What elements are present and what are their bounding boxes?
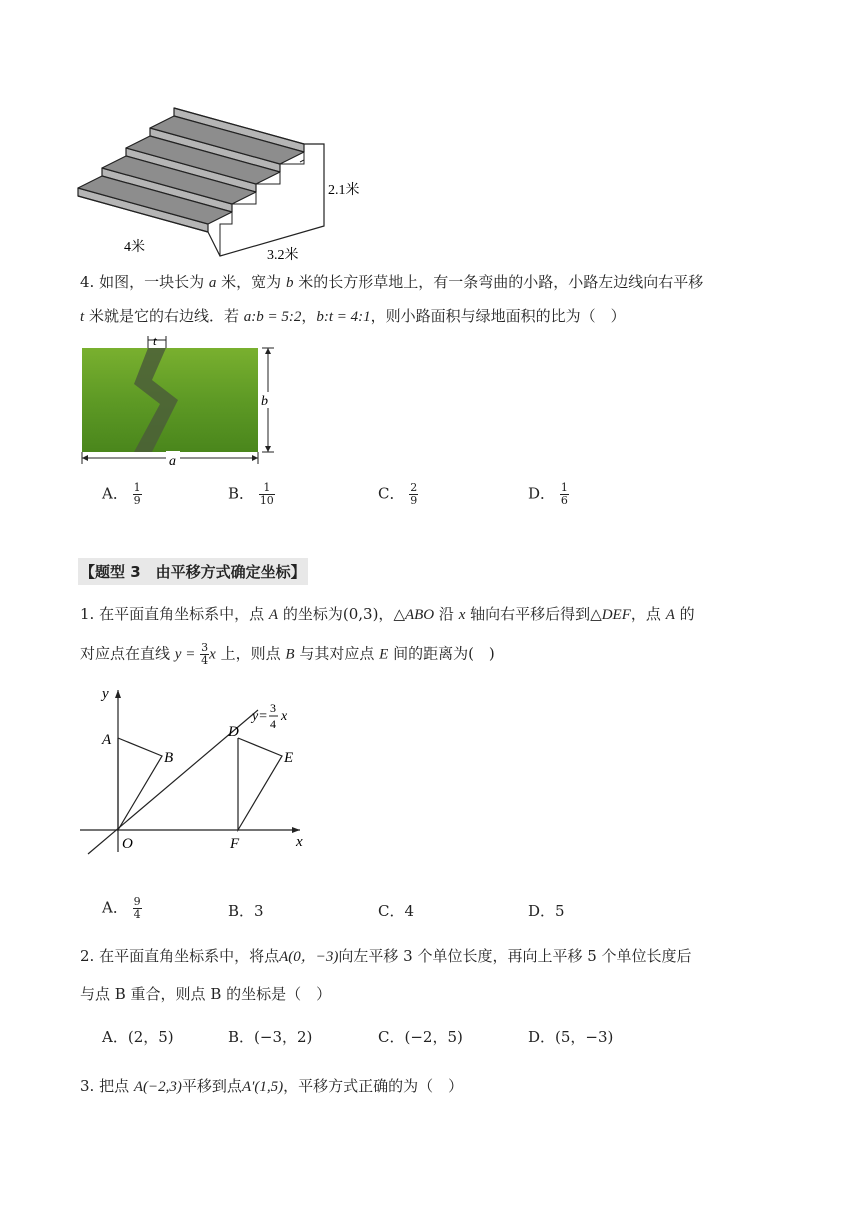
axis-y-label: y bbox=[102, 686, 109, 702]
s2-number: 2. bbox=[80, 947, 95, 965]
s1-text: 与其对应点 bbox=[299, 644, 375, 663]
point-e-label: E bbox=[284, 750, 294, 766]
option-label: D． bbox=[528, 1028, 556, 1046]
stairs-length-label: 4米 bbox=[124, 240, 145, 255]
s2-option-b[interactable] bbox=[228, 1026, 312, 1047]
s1-text: ， bbox=[378, 605, 394, 623]
option-label: C． bbox=[378, 902, 405, 920]
var-b: b bbox=[285, 275, 294, 291]
option-label: A． bbox=[102, 1028, 128, 1046]
q4-option-a[interactable] bbox=[102, 482, 142, 507]
s1-option-b[interactable] bbox=[228, 900, 264, 921]
q4-text: ， bbox=[301, 307, 317, 325]
fraction bbox=[409, 482, 418, 507]
stairs-depth-label: 3.2米 bbox=[267, 248, 299, 263]
point-b-label: B bbox=[164, 750, 174, 766]
line-eq-lhs: y= bbox=[252, 709, 268, 724]
stairs-height-label: 2.1米 bbox=[328, 183, 360, 198]
fraction bbox=[133, 482, 142, 507]
s1-option-d[interactable] bbox=[528, 900, 565, 921]
denominator: 9 bbox=[410, 494, 418, 507]
denominator: 6 bbox=[560, 494, 568, 507]
section-heading: 【题型 3 由平移方式确定坐标】 bbox=[78, 558, 308, 585]
s2-option-d[interactable] bbox=[528, 1026, 613, 1047]
numerator: 9 bbox=[133, 895, 141, 908]
denominator: 10 bbox=[259, 494, 274, 507]
var-a: a bbox=[208, 275, 217, 291]
q4-text: 如图，一块长为 bbox=[99, 273, 205, 291]
denominator: 4 bbox=[133, 908, 141, 921]
q4-text: 米就是它的右边线．若 bbox=[88, 307, 239, 325]
line-eq-num: 3 bbox=[270, 701, 276, 715]
coord: (0,3) bbox=[342, 605, 379, 623]
triangle-abo: △ABO bbox=[393, 607, 435, 623]
s1-text: 上，则点 bbox=[220, 644, 281, 663]
s1-text: 沿 bbox=[438, 605, 454, 623]
s2-option-a[interactable] bbox=[102, 1026, 174, 1047]
ratio-ab: a:b = 5:2 bbox=[243, 309, 302, 325]
ratio-bt: b:t = 4:1 bbox=[316, 309, 371, 325]
fraction bbox=[133, 896, 142, 921]
s1-text: 在平面直角坐标系中，点 bbox=[99, 605, 265, 623]
option-value: (5，−3) bbox=[555, 1028, 614, 1046]
numerator: 1 bbox=[259, 482, 275, 495]
q4-line2 bbox=[80, 306, 626, 327]
option-label: D． bbox=[528, 484, 556, 503]
q4-text: 米，宽为 bbox=[221, 273, 282, 291]
option-value: 4 bbox=[404, 902, 415, 920]
option-label: C． bbox=[378, 1028, 405, 1046]
label-t: t bbox=[153, 334, 157, 348]
option-label: C． bbox=[378, 484, 405, 503]
q4-option-b[interactable] bbox=[228, 482, 275, 507]
q4-option-c[interactable] bbox=[378, 482, 418, 507]
s1-line1 bbox=[80, 604, 695, 625]
s2-text: 与点 B 重合，则点 B 的坐标是（ ） bbox=[80, 985, 332, 1003]
var-x: x bbox=[458, 607, 466, 623]
option-label: A． bbox=[102, 484, 128, 503]
s3-number: 3. bbox=[80, 1077, 95, 1095]
q4-number: 4. bbox=[80, 273, 95, 291]
q4-option-d[interactable] bbox=[528, 482, 569, 507]
s2-text: 向左平移 3 个单位长度，再向上平移 5 个单位长度后 bbox=[338, 947, 692, 965]
s2-text: 在平面直角坐标系中，将点 bbox=[99, 947, 280, 965]
s1-line2 bbox=[80, 642, 495, 667]
s3-text: 平移到点 bbox=[181, 1077, 242, 1095]
s1-option-a[interactable] bbox=[102, 896, 142, 921]
point-f-label: F bbox=[230, 836, 240, 852]
label-a: a bbox=[169, 454, 176, 469]
line-eq-den: 4 bbox=[270, 717, 276, 731]
s1-text: ，点 bbox=[630, 605, 661, 623]
s2-option-c[interactable] bbox=[378, 1026, 463, 1047]
option-value: (−3，2) bbox=[254, 1028, 313, 1046]
point-e: E bbox=[379, 646, 389, 663]
point-a-label: A bbox=[102, 732, 112, 748]
numerator: 3 bbox=[201, 641, 209, 654]
option-value: 5 bbox=[555, 902, 565, 920]
grass-field-figure bbox=[78, 334, 278, 470]
denominator: 9 bbox=[133, 494, 141, 507]
point-a-coord: A(−2,3) bbox=[133, 1079, 182, 1095]
point-d-label: D bbox=[228, 724, 239, 740]
fraction bbox=[560, 482, 569, 507]
option-label: B． bbox=[228, 484, 255, 503]
point-o-label: O bbox=[122, 836, 133, 852]
equation-rhs: x bbox=[209, 646, 216, 663]
option-label: D． bbox=[528, 902, 556, 920]
numerator: 1 bbox=[560, 481, 568, 494]
s1-option-c[interactable] bbox=[378, 900, 414, 921]
point-b: B bbox=[285, 646, 295, 663]
option-label: B． bbox=[228, 1028, 255, 1046]
s3-line1 bbox=[80, 1076, 463, 1097]
s1-text: 对应点在直线 bbox=[80, 644, 171, 663]
s1-text: 轴向右平移后得到 bbox=[470, 605, 591, 623]
triangle-def: △DEF bbox=[590, 607, 631, 623]
option-label: A． bbox=[102, 898, 128, 917]
q4-text: ，则小路面积与绿地面积的比为（ ） bbox=[370, 307, 626, 325]
coordinate-figure bbox=[76, 680, 316, 856]
label-b: b bbox=[261, 394, 268, 409]
fraction bbox=[259, 482, 275, 507]
numerator: 1 bbox=[133, 481, 141, 494]
numerator: 2 bbox=[410, 481, 418, 494]
option-value: (2，5) bbox=[127, 1028, 174, 1046]
s2-line1 bbox=[80, 946, 692, 967]
equation-lhs: y = bbox=[174, 646, 196, 663]
line-eq-rhs: x bbox=[281, 709, 288, 724]
option-label: B． bbox=[228, 902, 255, 920]
s2-line2 bbox=[80, 984, 331, 1004]
denominator: 4 bbox=[201, 654, 209, 667]
option-value: (−2，5) bbox=[404, 1028, 463, 1046]
s1-text: 的 bbox=[679, 605, 695, 623]
axis-x-label: x bbox=[296, 834, 303, 850]
s1-text: 间的距离为( ) bbox=[393, 644, 495, 663]
s1-text: 的坐标为 bbox=[282, 605, 343, 623]
stairs-figure bbox=[70, 98, 380, 266]
point-a: A bbox=[268, 607, 279, 623]
option-value: 3 bbox=[254, 902, 264, 920]
point-a-coord: A(0，−3) bbox=[279, 949, 339, 965]
point-a-prime-coord: A′(1,5) bbox=[241, 1079, 284, 1095]
s3-text: ，平移方式正确的为（ ） bbox=[283, 1077, 464, 1095]
q4-text: 米的长方形草地上，有一条弯曲的小路，小路左边线向右平移 bbox=[298, 273, 704, 291]
var-t: t bbox=[80, 309, 85, 325]
s3-text: 把点 bbox=[99, 1077, 130, 1095]
fraction bbox=[200, 642, 209, 667]
q4-line1 bbox=[80, 272, 703, 293]
point-a: A bbox=[665, 607, 675, 623]
s1-number: 1. bbox=[80, 605, 95, 623]
